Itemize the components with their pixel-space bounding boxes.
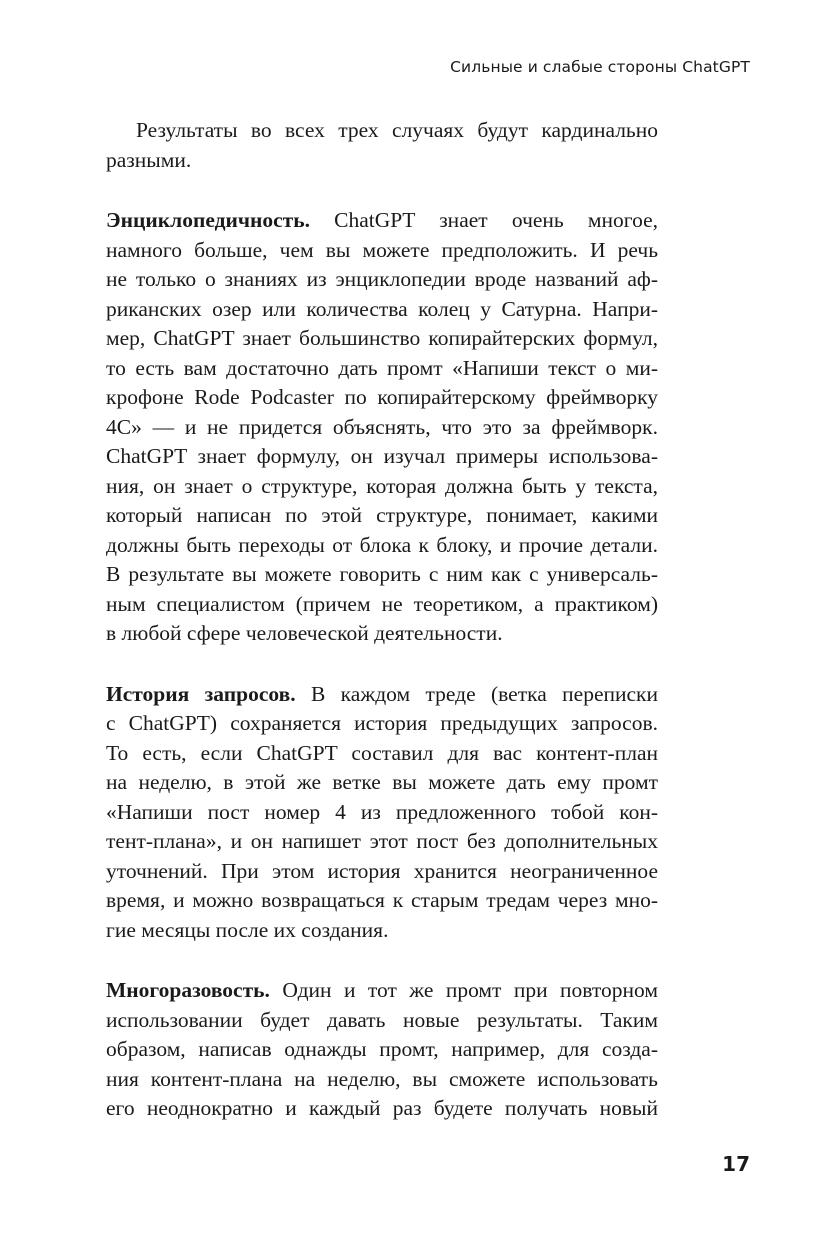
text-line: крофоне Rode Podcaster по копирайтерскому фреймворку: [106, 385, 658, 409]
paragraph-history: [106, 680, 658, 946]
text-line: 4C» — и не придется объяснять, что это за фреймворк.: [106, 414, 658, 439]
text-line: в любой сфере человеческой деятельности.: [106, 621, 503, 645]
text-line: мер, ChatGPT знает большинство копирайтерских формул,: [106, 326, 658, 350]
text-run: В каждом треде (ветка переписки: [295, 681, 658, 706]
text-run: ChatGPT знает очень многое,: [309, 208, 658, 232]
text-line: Результаты во всех трех случаях будут кардинально: [136, 118, 658, 142]
text-line: гие месяцы после их создания.: [106, 917, 389, 942]
text-line: намного больше, чем вы можете предположить. И речь: [106, 237, 658, 262]
text-line: ния контент-плана на неделю, вы сможете использовать: [106, 1066, 658, 1091]
text-line: то есть вам достаточно дать промт «Напиши текст о ми-: [106, 355, 658, 380]
text-line: разными.: [106, 147, 192, 172]
text-line: тент-плана», и он напишет этот пост без дополнительных: [106, 829, 658, 853]
text-line: риканских озер или количества колец у Сатурна. Напри-: [106, 296, 658, 321]
text-run: Один и тот же промт при повторном: [269, 978, 658, 1002]
text-line: не только о знаниях из энциклопедии вроде названий аф-: [106, 267, 658, 291]
text-line: на неделю, в этой же ветке вы можете дать ему промт: [106, 770, 658, 794]
paragraph-encyclopedic: [106, 206, 658, 649]
text-line: ным специалистом (причем не теоретиком, а практиком): [106, 591, 658, 616]
text-line: [106, 206, 658, 236]
page-body: [106, 116, 658, 1124]
text-line: который написан по этой структуре, понимает, какими: [106, 503, 658, 527]
paragraph-lead: Многоразовость.: [106, 978, 270, 1002]
paragraph-lead: Энциклопедичность.: [106, 208, 310, 232]
text-line: образом, написав однажды промт, например, для созда-: [106, 1037, 658, 1061]
page-number: 17: [722, 1152, 750, 1176]
text-line: уточнений. При этом история хранится неограниченное: [106, 858, 658, 883]
running-header-title: Сильные и слабые стороны ChatGPT: [450, 58, 750, 76]
text-line: В результате вы можете говорить с ним как с универсаль-: [106, 562, 658, 586]
text-line: ния, он знает о структуре, которая должна быть у текста,: [106, 473, 658, 498]
paragraph-reusability: [106, 976, 658, 1124]
text-line: с ChatGPT) сохраняется история предыдущих запросов.: [106, 711, 658, 735]
text-line: ChatGPT знает формулу, он изучал примеры использова-: [106, 444, 658, 468]
text-line: время, и можно возвращаться к старым тредам через мно-: [106, 888, 658, 912]
text-line: [106, 976, 658, 1006]
text-line: «Напиши пост номер 4 из предложенного тобой кон-: [106, 799, 658, 824]
text-line: То есть, если ChatGPT составил для вас контент-план: [106, 740, 658, 765]
text-line: должны быть переходы от блока к блоку, и прочие детали.: [106, 532, 658, 557]
paragraph-results: [106, 116, 658, 175]
paragraph-lead: История запросов.: [106, 681, 296, 706]
text-line: его неоднократно и каждый раз будете получать новый: [106, 1096, 658, 1120]
text-line: использовании будет давать новые результаты. Таким: [106, 1007, 658, 1032]
text-line: [106, 680, 658, 710]
